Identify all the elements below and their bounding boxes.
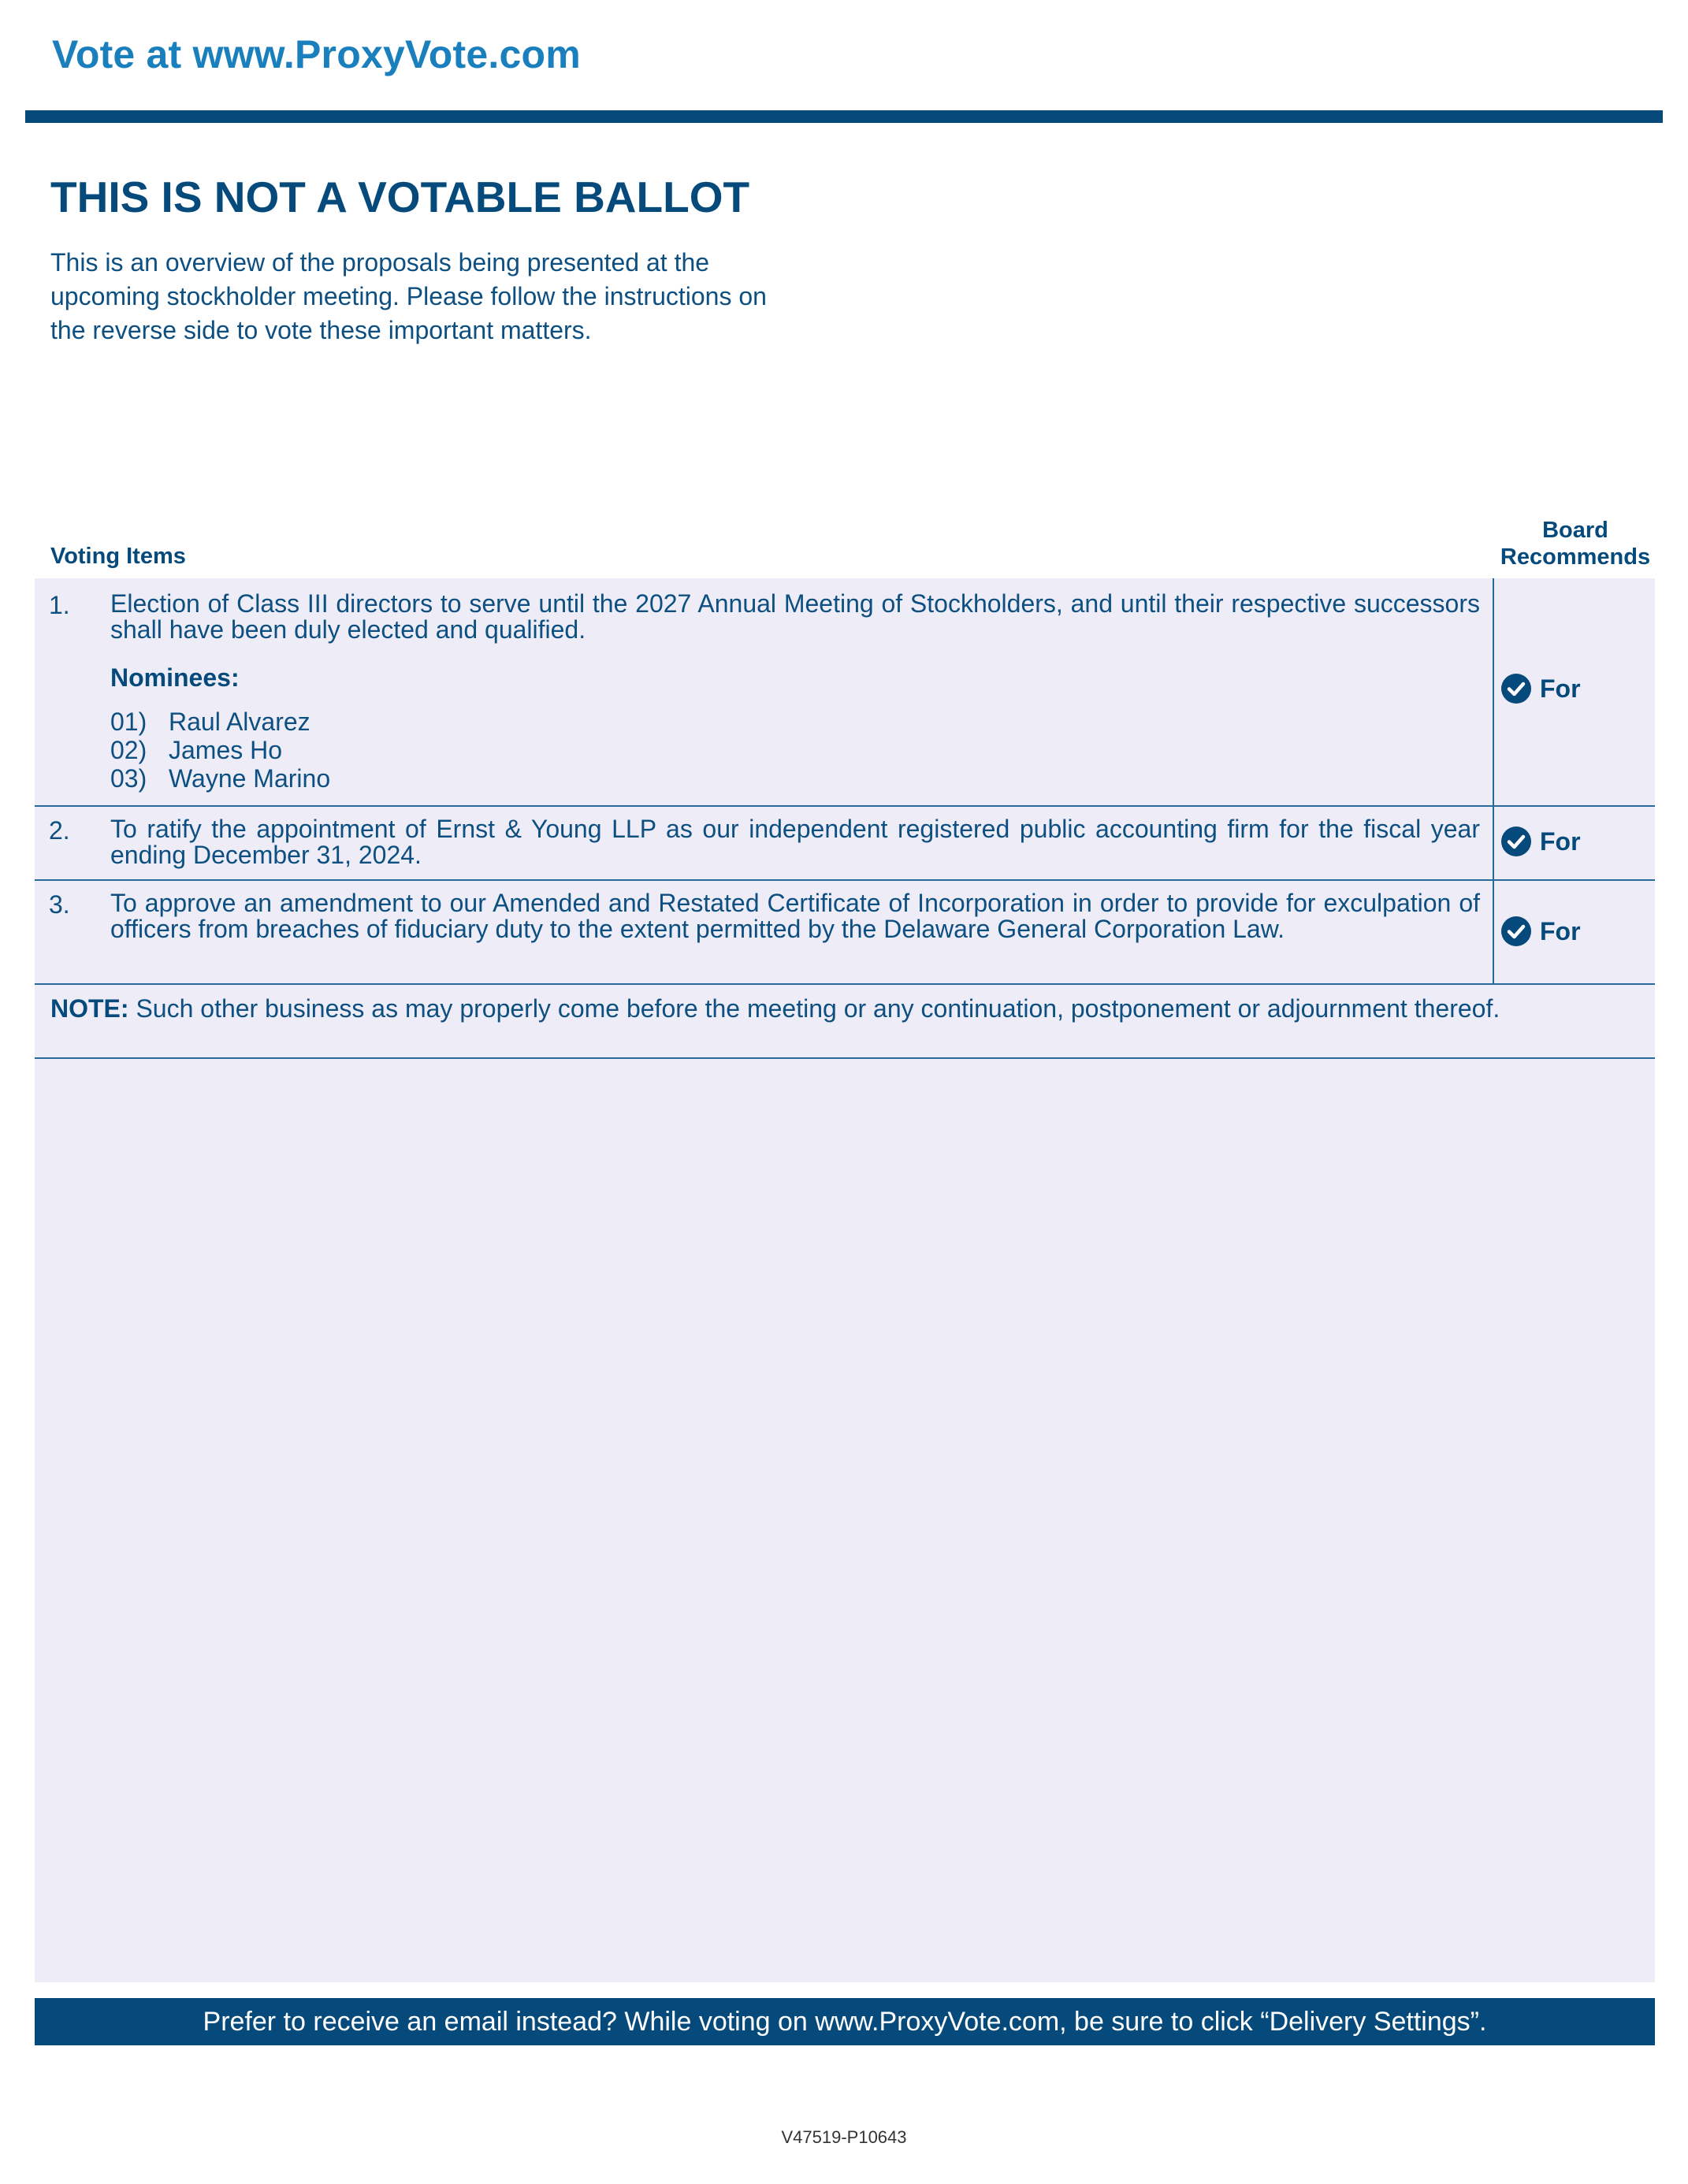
note-body: Such other business as may properly come before the meeting or any continuation, postponement or adjournment thereof.	[128, 994, 1500, 1023]
check-circle-icon	[1500, 673, 1532, 704]
intro-line: the reverse side to vote these important matters.	[50, 316, 592, 344]
nominee-name: James Ho	[169, 736, 283, 764]
recommendation-label: For	[1540, 674, 1581, 703]
board-recommends-header	[1482, 517, 1669, 570]
voting-item-3	[35, 881, 1655, 985]
nominee-name: Raul Alvarez	[169, 708, 310, 736]
intro-text	[50, 246, 838, 347]
nominee-name: Wayne Marino	[169, 764, 331, 793]
nominee-number: 02)	[110, 736, 147, 764]
item-description: To approve an amendment to our Amended and Restated Certificate of Incorporation in order to provide for exculpation of officers from breaches of fiduciary duty to the extent permitted by the Delaware General Corporation Law.	[110, 889, 1480, 943]
column-divider	[1493, 881, 1494, 983]
item-number: 3.	[49, 890, 70, 919]
item-number: 2.	[49, 816, 70, 845]
note-row	[35, 985, 1655, 1059]
nominee-item	[110, 736, 282, 764]
page-title: THIS IS NOT A VOTABLE BALLOT	[50, 173, 750, 221]
top-rule	[25, 110, 1663, 123]
nominee-item	[110, 708, 310, 736]
board-header-line: Recommends	[1500, 544, 1651, 570]
voting-item-1	[35, 578, 1655, 807]
board-header-line: Board	[1542, 518, 1608, 543]
vote-link-heading[interactable]: Vote at www.ProxyVote.com	[52, 32, 581, 76]
board-recommendation	[1500, 916, 1581, 947]
item-description: Election of Class III directors to serve until the 2027 Annual Meeting of Stockholders, and until their respective successors shall have been duly elected and qualified.	[110, 589, 1480, 644]
voting-items-header: Voting Items	[50, 544, 186, 569]
nominee-item	[110, 764, 330, 793]
board-recommendation	[1500, 673, 1581, 704]
check-circle-icon	[1500, 826, 1532, 857]
voting-item-2	[35, 807, 1655, 881]
document-code: V47519-P10643	[781, 2127, 907, 2147]
nominees-label: Nominees:	[110, 663, 240, 692]
intro-line: This is an overview of the proposals being presented at the	[50, 248, 710, 277]
intro-line: upcoming stockholder meeting. Please follow the instructions on	[50, 282, 767, 310]
note-label: NOTE:	[50, 994, 129, 1023]
recommendation-label: For	[1540, 916, 1581, 945]
board-recommendation	[1500, 826, 1581, 857]
item-number: 1.	[49, 591, 70, 619]
column-divider	[1493, 578, 1494, 805]
check-circle-icon	[1500, 916, 1532, 947]
note-text	[50, 996, 1639, 1022]
recommendation-label: For	[1540, 826, 1581, 856]
email-delivery-banner: Prefer to receive an email instead? While voting on www.ProxyVote.com, be sure to click “Delivery Settings”.	[35, 1998, 1655, 2045]
item-description: To ratify the appointment of Ernst & Young LLP as our independent registered public accounting firm for the fiscal year ending December 31, 2024.	[110, 815, 1480, 869]
nominee-number: 01)	[110, 708, 147, 736]
column-divider	[1493, 807, 1494, 879]
nominee-number: 03)	[110, 764, 147, 793]
